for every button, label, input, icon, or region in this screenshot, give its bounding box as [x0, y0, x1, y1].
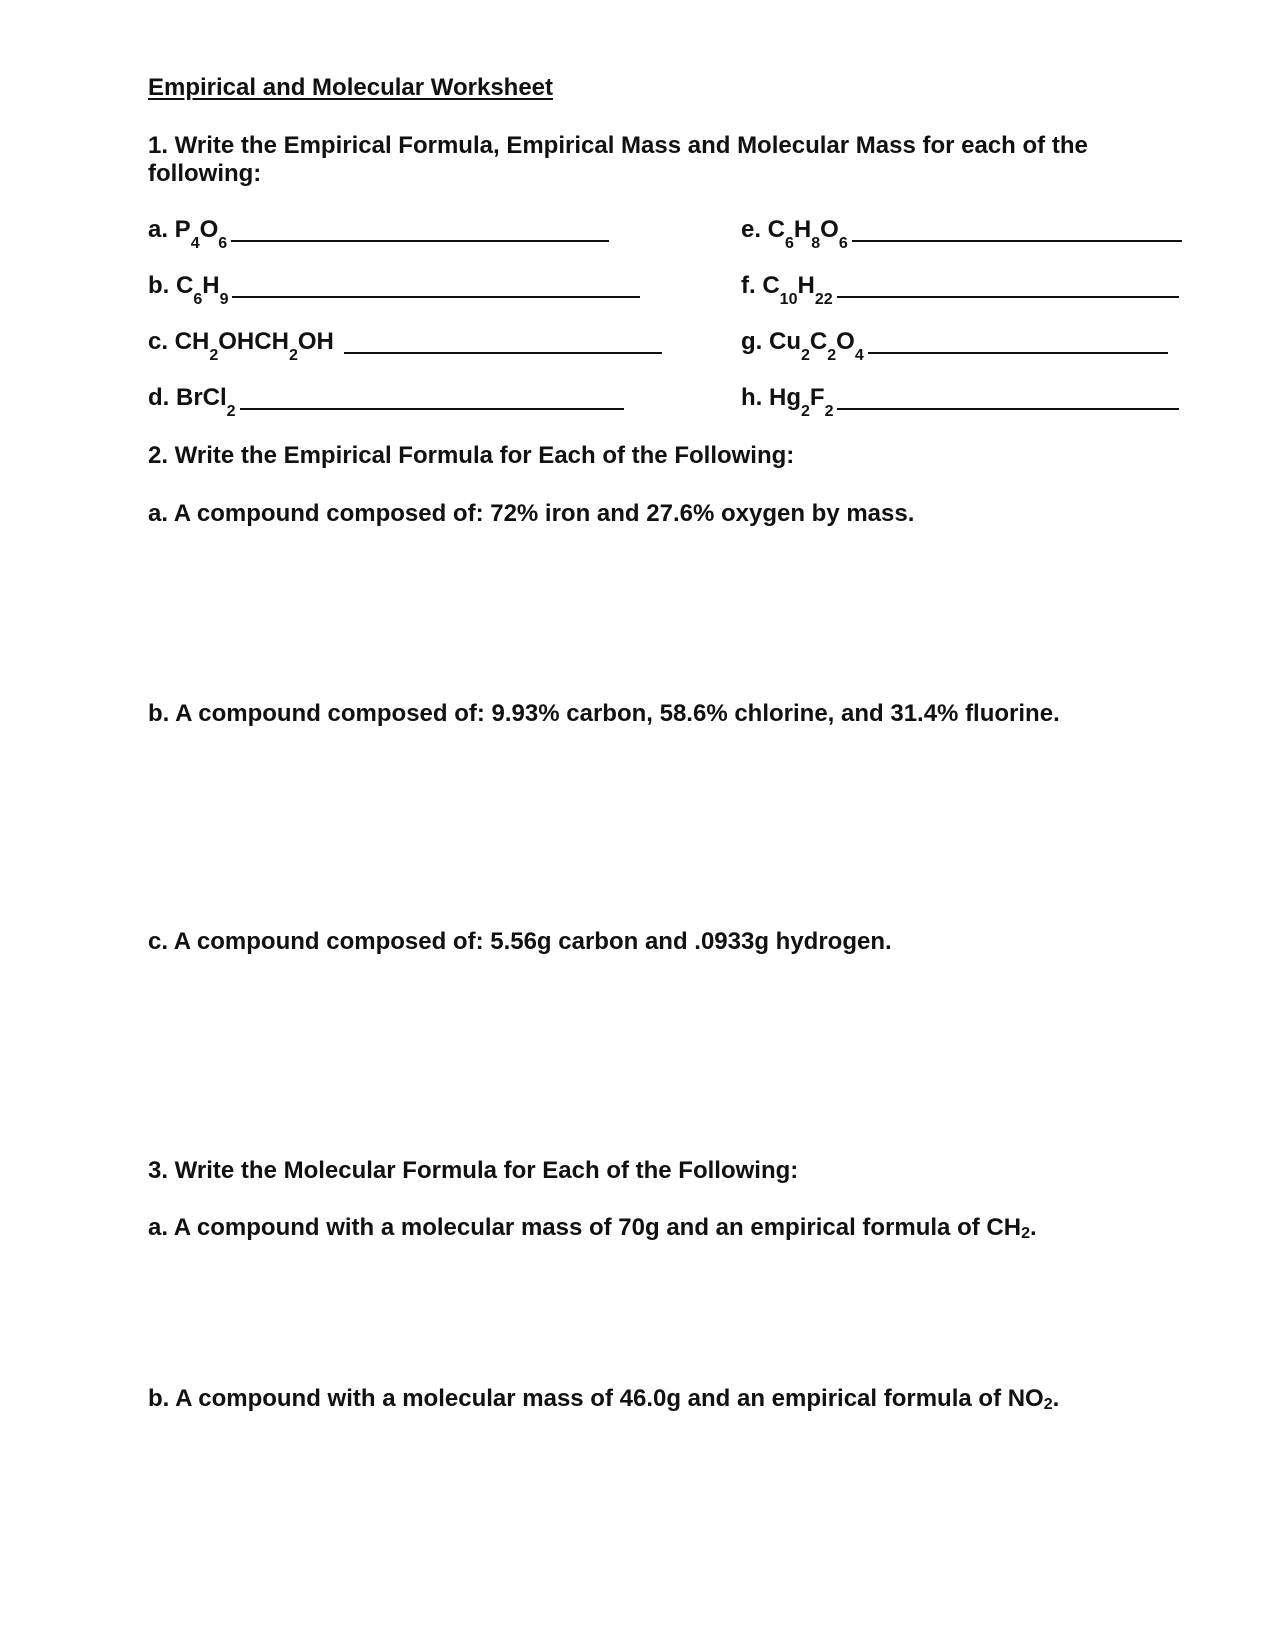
q1-item-h-label: h. Hg: [741, 384, 801, 411]
question-2a: a. A compound composed of: 72% iron and 27.6% oxygen by mass.: [148, 500, 915, 527]
q1-item-a-label: a. P: [148, 216, 191, 243]
q1-item-d-answer-line[interactable]: [240, 388, 624, 410]
question-1-prompt: 1. Write the Empirical Formula, Empirical Mass and Molecular Mass for each of the following:: [148, 132, 1088, 187]
q1-item-c-label: c. CH: [148, 328, 210, 355]
q1-item-b: b. C 6 H 9: [148, 272, 640, 300]
q1-item-g-answer-line[interactable]: [868, 332, 1168, 354]
q1-item-h: h. Hg 2 F 2: [741, 384, 1179, 412]
q1-item-f: f. C 10 H 22: [741, 272, 1179, 300]
question-2b: b. A compound composed of: 9.93% carbon, 58.6% chlorine, and 31.4% fluorine.: [148, 700, 1060, 727]
question-3a: a. A compound with a molecular mass of 70g and an empirical formula of $CH_2$.: [148, 1214, 1037, 1242]
q1-item-a-answer-line[interactable]: [231, 220, 609, 242]
worksheet-title: Empirical and Molecular Worksheet: [148, 74, 554, 101]
q1-item-b-answer-line[interactable]: [232, 276, 640, 298]
q1-item-c: c. CH 2 OHCH 2 OH: [148, 328, 662, 356]
question-3b: b. A compound with a molecular mass of 46.0g and an empirical formula of $NO_2$.: [148, 1385, 1060, 1413]
q1-item-c-answer-line[interactable]: [344, 332, 662, 354]
q1-item-a: a. P 4 O 6: [148, 216, 609, 244]
question-2-prompt: 2. Write the Empirical Formula for Each of the Following:: [148, 442, 795, 469]
q1-item-d: d. BrCl 2: [148, 384, 624, 412]
q1-item-g-label: g. Cu: [741, 328, 801, 355]
q1-item-f-answer-line[interactable]: [837, 276, 1179, 298]
q1-item-g: g. Cu 2 C 2 O 4: [741, 328, 1168, 356]
q1-item-b-label: b. C: [148, 272, 194, 299]
question-3-prompt: 3. Write the Molecular Formula for Each of the Following:: [148, 1157, 799, 1184]
question-2c: c. A compound composed of: 5.56g carbon and .0933g hydrogen.: [148, 928, 892, 955]
q1-item-f-label: f. C: [741, 272, 780, 299]
q1-item-e: e. C 6 H 8 O 6: [741, 216, 1182, 244]
q1-item-e-answer-line[interactable]: [852, 220, 1182, 242]
q1-item-h-answer-line[interactable]: [837, 388, 1179, 410]
q1-item-e-label: e. C: [741, 216, 786, 243]
q1-item-d-label: d. BrCl: [148, 384, 227, 411]
